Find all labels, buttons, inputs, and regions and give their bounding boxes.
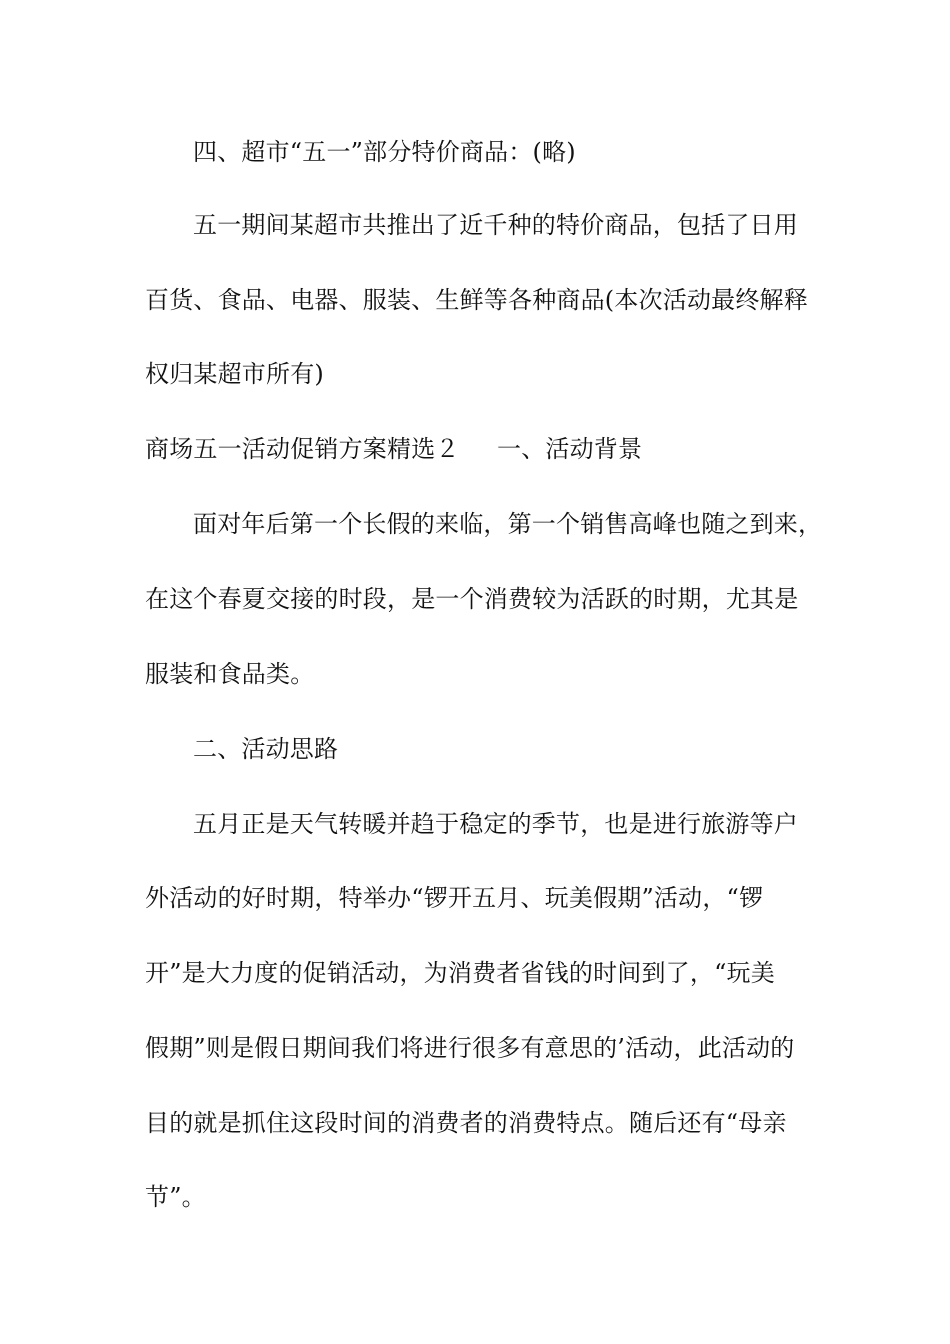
- idea-body-line: 外活动的好时期，特举办“锣开五月、玩美假期”活动，“锣: [145, 884, 764, 912]
- idea-body-line: 目的就是抓住这段时间的消费者的消费特点。随后还有“母亲: [145, 1109, 787, 1137]
- background-body-line: 面对年后第一个长假的来临，第一个销售高峰也随之到来，: [193, 510, 823, 538]
- article-title: 商场五一活动促销方案精选２: [145, 435, 460, 463]
- section-four-body-line: 五一期间某超市共推出了近千种的特价商品，包括了日用: [193, 211, 798, 239]
- idea-body-line: 五月正是天气转暖并趋于稳定的季节，也是进行旅游等户: [193, 810, 798, 838]
- section-four-body-line: 百货、食品、电器、服装、生鲜等各种商品(本次活动最终解释: [145, 286, 808, 314]
- idea-body-line: 假期”则是假日期间我们将进行很多有意思的’活动，此活动的: [145, 1034, 795, 1062]
- section-four-heading: 四、超市“五一”部分特价商品：(略): [193, 138, 576, 166]
- background-body-line: 服装和食品类。: [145, 660, 315, 688]
- background-heading: 一、活动背景: [497, 435, 643, 463]
- section-four-body-line: 权归某超市所有): [145, 360, 324, 388]
- idea-heading: 二、活动思路: [193, 735, 339, 763]
- idea-body-line: 开”是大力度的促销活动，为消费者省钱的时间到了，“玩美: [145, 959, 775, 987]
- idea-body-line: 节”。: [145, 1183, 206, 1211]
- background-body-line: 在这个春夏交接的时段，是一个消费较为活跃的时期，尤其是: [145, 585, 799, 613]
